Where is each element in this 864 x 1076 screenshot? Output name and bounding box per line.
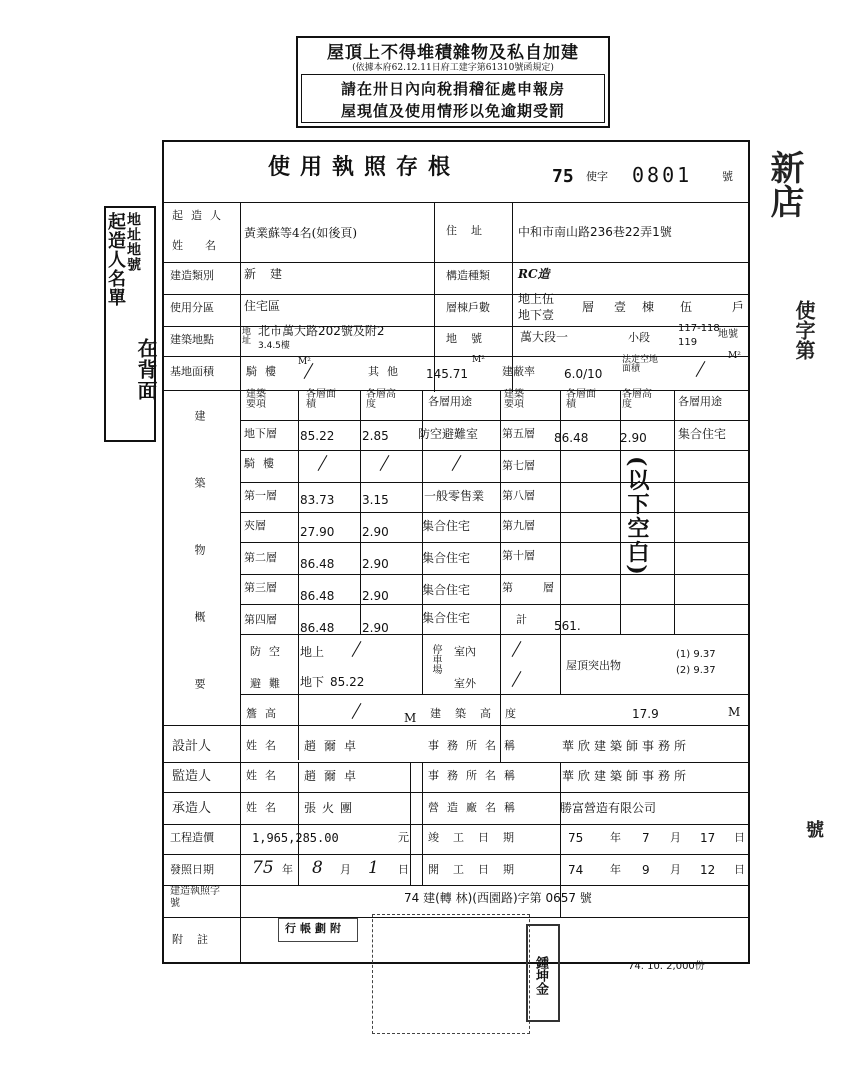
cost-value: 1,965,285.00	[252, 831, 339, 845]
floors-below: 地下壹	[518, 308, 555, 322]
type-label: 建造類別	[170, 269, 214, 282]
designer-office: 華欣建築師事務所	[562, 739, 691, 753]
supervisor-name-label: 姓名	[246, 769, 284, 782]
col-use-right: 各層用途	[678, 395, 722, 408]
finish-year-unit: 年	[610, 831, 621, 844]
coverage-label: 建蔽率	[502, 365, 535, 378]
structure-value: RC造	[518, 267, 550, 281]
designated-unit: M²	[728, 351, 741, 361]
floor-height: 2.90	[620, 431, 647, 445]
supervisor-office-label: 事務所名稱	[428, 769, 523, 782]
floor-item: 第九層	[502, 519, 535, 532]
building-height-unit: M	[728, 705, 741, 719]
issue-month: 8	[312, 858, 323, 878]
lot-section: 萬大段一	[520, 330, 569, 344]
building-count: 壹	[614, 300, 627, 314]
owner-name: 黃業蘇等4名(如後頁)	[244, 226, 357, 240]
floor-item: 第一層	[244, 489, 277, 502]
right-margin-c: 號	[803, 820, 824, 838]
floor-use: 集合住宅	[422, 611, 471, 625]
issue-day-unit: 日	[398, 863, 409, 876]
col-item-right: 建築要項	[504, 389, 524, 410]
floor-area: 86.48	[554, 431, 589, 445]
building-section-label: 建築物概要	[193, 410, 206, 745]
start-day-unit: 日	[734, 863, 745, 876]
floor-item: 第三層	[244, 581, 277, 594]
arcade-label: 騎樓	[246, 365, 284, 378]
parking-outdoor: 室外	[454, 677, 476, 690]
issue-year-unit: 年	[282, 863, 293, 876]
total-area: 561.	[554, 619, 581, 633]
notice-line-4: 屋現值及使用情形以免逾期受罰	[340, 102, 565, 120]
side-note-col-1: 起造人名單	[105, 212, 126, 307]
floor-use: 集合住宅	[422, 519, 471, 533]
other-label: 其他	[368, 365, 406, 378]
lot-numbers-1: 117-118	[678, 323, 720, 334]
floor-area: 27.90	[300, 525, 335, 539]
lot-label: 地號	[446, 332, 496, 345]
floor-height: 2.90	[362, 525, 389, 539]
building-permit-value: 74 建(轉 林)(西園路)字第 0657 號	[404, 891, 592, 905]
blank-below-note: (以下空白)	[624, 456, 650, 577]
supervisor-name: 趙爾卓	[304, 769, 365, 783]
finish-year: 75	[568, 831, 584, 845]
start-year-unit: 年	[610, 863, 621, 876]
approval-seals-area	[372, 914, 530, 1034]
owner-label-a: 起造人	[172, 209, 229, 222]
floor-height: 2.90	[362, 589, 389, 603]
issue-date-label: 發照日期	[170, 863, 214, 876]
floor-use: 集合住宅	[422, 551, 471, 565]
site-addr-tag: 地址	[240, 326, 250, 344]
supervisor-office: 華欣建築師事務所	[562, 769, 691, 783]
lot-suffix: 地號	[718, 329, 738, 340]
start-month-unit: 月	[670, 863, 681, 876]
official-seal	[526, 924, 560, 1022]
finish-month-unit: 月	[670, 831, 681, 844]
shelter-above-label: 地上	[300, 645, 325, 659]
permit-year: 75	[552, 166, 574, 187]
address-label: 住址	[446, 224, 496, 237]
designated-open-space-label: 法定空地面積	[622, 355, 659, 374]
floor-item: 騎樓	[244, 457, 282, 470]
floor-area: 86.48	[300, 557, 335, 571]
permit-number: 0801	[632, 163, 693, 187]
remarks-stamp-text: 行帳劃附	[285, 922, 345, 935]
lot-small-section: 小段	[628, 331, 650, 344]
permit-suffix: 號	[722, 170, 733, 183]
floor-item: 第四層	[244, 613, 277, 626]
shelter-label-a: 防空	[250, 645, 288, 658]
contractor-company: 勝富營造有限公司	[560, 801, 657, 815]
building-unit: 棟	[642, 300, 655, 314]
remarks-stamp	[278, 918, 358, 942]
roof-value-2: (2) 9.37	[676, 665, 716, 676]
building-height-value: 17.9	[632, 707, 659, 721]
floor-use: 集合住宅	[678, 427, 727, 441]
remarks-label: 附註	[172, 933, 222, 946]
floor-area: 86.48	[300, 621, 335, 635]
floor-item: 第五層	[502, 427, 535, 440]
print-run-note: 74. 10. 2,000份	[628, 961, 705, 972]
issue-month-unit: 月	[340, 863, 351, 876]
start-year: 74	[568, 863, 584, 877]
floor-use: 集合住宅	[422, 583, 471, 597]
col-height-right: 各層高度	[622, 389, 652, 410]
contractor-company-label: 營造廠名稱	[428, 801, 523, 814]
right-margin-a: 新店	[764, 150, 804, 218]
floor-use: 一般零售業	[424, 489, 485, 503]
shelter-below-label: 地下	[300, 675, 325, 689]
type-value: 新建	[244, 267, 297, 281]
cost-unit: 元	[398, 831, 409, 844]
designer-name-label: 姓名	[246, 739, 284, 752]
other-area-unit: M²	[472, 355, 485, 365]
designer-name: 趙爾卓	[304, 739, 365, 753]
building-permit-label: 建造執照字號	[170, 886, 220, 909]
finish-month: 7	[642, 831, 650, 845]
lot-numbers-2: 119	[678, 337, 698, 348]
shelter-below-value: 85.22	[330, 675, 365, 689]
col-height-left: 各層高度	[366, 389, 396, 410]
floors-unit: 層	[582, 300, 595, 314]
site-area-label: 基地面積	[170, 365, 214, 378]
floor-height: 3.15	[362, 493, 389, 507]
floor-item: 第十層	[502, 549, 535, 562]
side-note-col-3: 在背面	[134, 338, 158, 401]
issue-day: 1	[368, 858, 379, 878]
floor-area: 85.22	[300, 429, 335, 443]
roof-label: 屋頂突出物	[566, 659, 621, 672]
notice-line-2: (依據本府62.12.11日府工建字第61310號函規定)	[352, 63, 554, 73]
permit-prefix: 使字	[586, 170, 608, 183]
floor-height: 2.90	[362, 621, 389, 635]
right-margin-b: 使字第	[792, 300, 816, 360]
shelter-label-b: 避難	[250, 677, 288, 690]
eave-height-unit: M	[404, 711, 417, 725]
parking-indoor: 室內	[454, 645, 476, 658]
household-count: 伍	[680, 300, 693, 314]
side-note-col-2: 地址地號	[125, 212, 141, 272]
official-seal-text: 鍾坤金	[533, 956, 548, 995]
start-day: 12	[700, 863, 716, 877]
floors-label: 層棟戶數	[446, 301, 490, 314]
floor-item: 第二層	[244, 551, 277, 564]
floor-item: 夾層	[244, 519, 266, 532]
coverage-value: 6.0/10	[564, 367, 603, 381]
floor-height: 2.85	[362, 429, 389, 443]
cost-label: 工程造價	[170, 831, 214, 844]
use-zone-value: 住宅區	[244, 299, 281, 313]
other-area-value: 145.71	[426, 367, 468, 381]
form-title: 使用執照存根	[268, 154, 461, 180]
floor-height: 2.90	[362, 557, 389, 571]
start-date-label: 開工日期	[428, 863, 528, 876]
supervisor-label: 監造人	[172, 769, 212, 784]
owner-label-b: 姓名	[172, 239, 238, 252]
site-address: 北市萬大路202號及附2	[258, 324, 385, 338]
structure-label: 構造種類	[446, 269, 490, 282]
building-height-label: 建築高度	[430, 707, 530, 720]
col-item-left: 建築要項	[246, 389, 266, 410]
designer-label: 設計人	[172, 739, 212, 754]
floor-item: 計	[516, 613, 527, 626]
notice-line-3: 請在卅日內向稅捐稽征處申報房	[340, 80, 565, 98]
notice-box	[296, 36, 610, 128]
finish-date-label: 竣工日期	[428, 831, 528, 844]
contractor-name: 張火團	[304, 801, 359, 815]
owner-address: 中和市南山路236巷22弄1號	[518, 225, 672, 239]
floor-area: 86.48	[300, 589, 335, 603]
finish-day-unit: 日	[734, 831, 745, 844]
col-use-left: 各層用途	[428, 395, 472, 408]
use-zone-label: 使用分區	[170, 301, 214, 314]
contractor-name-label: 姓名	[246, 801, 284, 814]
site-label: 建築地點	[170, 333, 214, 346]
floor-item: 第八層	[502, 489, 535, 502]
floor-item: 第層	[502, 581, 584, 594]
floor-use: 防空避難室	[418, 427, 479, 441]
parking-label: 停車場	[430, 644, 441, 674]
household-unit: 戶	[732, 300, 745, 314]
arcade-unit: M²	[298, 357, 311, 367]
finish-day: 17	[700, 831, 716, 845]
start-month: 9	[642, 863, 650, 877]
designer-office-label: 事務所名稱	[428, 739, 523, 752]
floor-item: 第七層	[502, 459, 535, 472]
roof-value-1: (1) 9.37	[676, 649, 716, 660]
issue-year: 75	[252, 858, 274, 878]
eave-height-label: 簷高	[246, 707, 284, 720]
col-area-right: 各層面積	[566, 389, 596, 410]
notice-line-1: 屋頂上不得堆積雜物及私自加建	[327, 43, 579, 63]
col-area-left: 各層面積	[306, 389, 336, 410]
site-address-2: 3.4.5樓	[258, 341, 290, 351]
floors-above: 地上伍	[518, 292, 555, 306]
floor-area: 83.73	[300, 493, 335, 507]
floor-item: 地下層	[244, 427, 277, 440]
contractor-label: 承造人	[172, 801, 212, 816]
side-note-box	[104, 206, 156, 442]
